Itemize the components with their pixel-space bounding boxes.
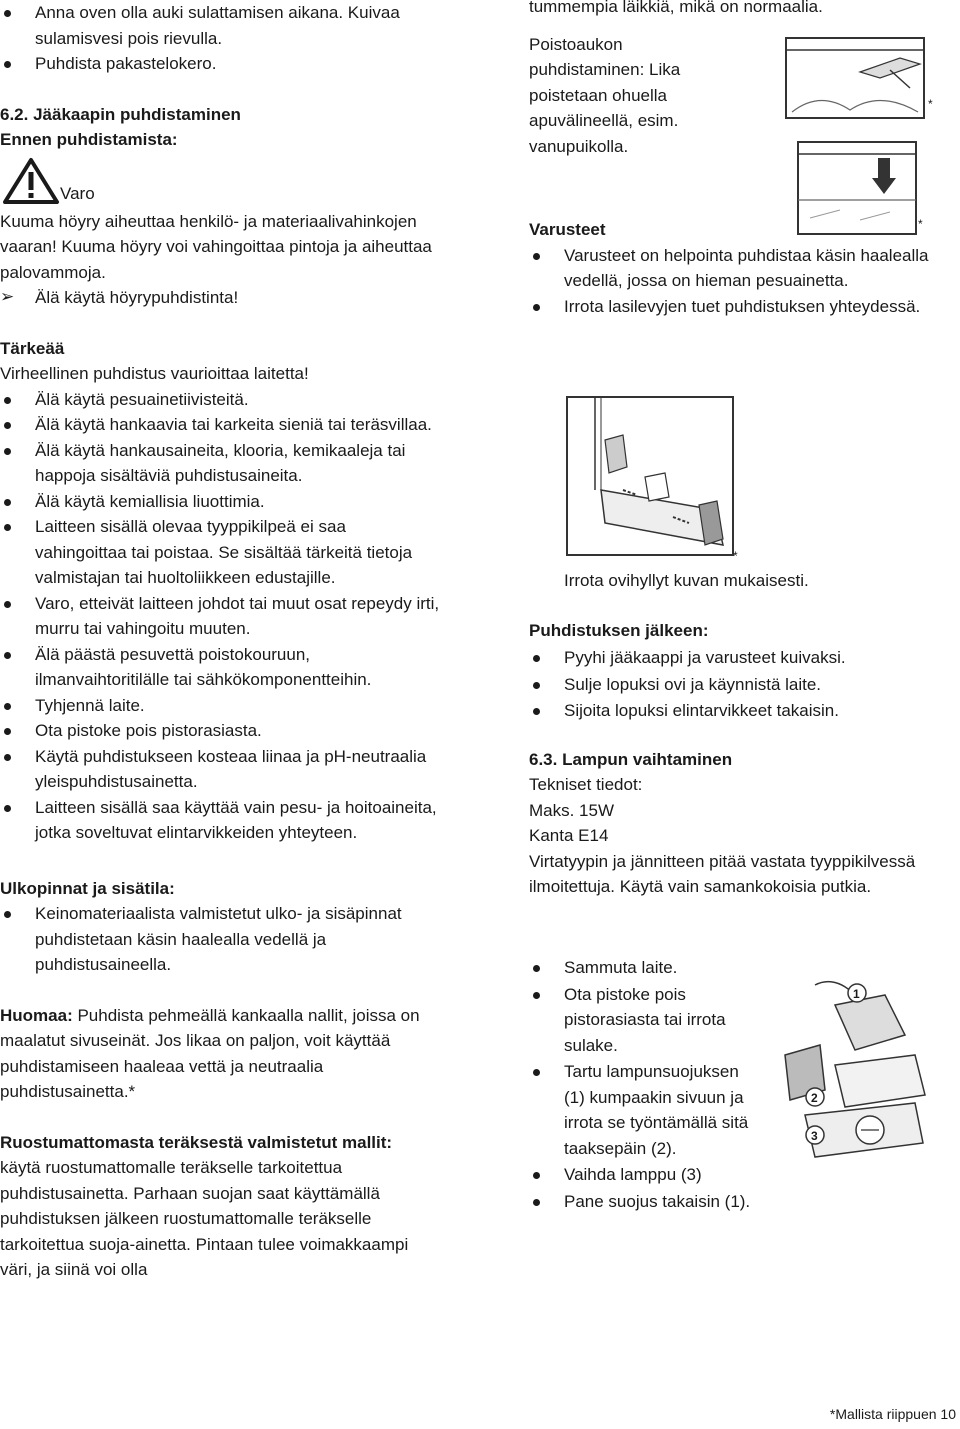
note-label: Huomaa: bbox=[0, 1005, 73, 1025]
list-item: Älä päästä pesuvettä poistokouruun, ilmanvaihtoritilälle tai sähkökomponentteihin. bbox=[0, 642, 440, 693]
important-bullets bbox=[0, 387, 440, 846]
after-cleaning-section bbox=[529, 568, 949, 900]
tech-line: Tekniset tiedot: bbox=[529, 775, 643, 794]
list-item: Varo, etteivät laitteen johdot tai muut osat repeydy irti, murru tai vahingoitu muuten. bbox=[0, 591, 440, 642]
asterisk-mark: * bbox=[733, 549, 738, 563]
asterisk-mark: * bbox=[928, 97, 933, 111]
tech-line: Kanta E14 bbox=[529, 826, 609, 845]
list-item: Käytä puhdistukseen kosteaa liinaa ja pH-neutraalia yleispuhdistusainetta. bbox=[0, 744, 440, 795]
drain-text: Poistoaukon puhdistaminen: Lika poistetaan ohuella apuvälineellä, esim. vanupuikolla. bbox=[529, 34, 681, 156]
list-item: Sulje lopuksi ovi ja käynnistä laite. bbox=[529, 672, 949, 698]
warning-list bbox=[0, 285, 440, 311]
list-item: Pane suojus takaisin (1). bbox=[529, 1189, 759, 1215]
list-item: Älä käytä pesuainetiivisteitä. bbox=[0, 387, 440, 413]
section-heading: 6.2. Jääkaapin puhdistaminen bbox=[0, 104, 241, 124]
lamp-steps bbox=[529, 955, 759, 1214]
warning-header bbox=[0, 157, 440, 209]
list-item: Tartu lampunsuojuksen (1) kumpaakin sivuun ja irrota se työntämällä sitä taaksepäin (2). bbox=[529, 1059, 759, 1161]
list-item: Sammuta laite. bbox=[529, 955, 759, 981]
callout-label: 2 bbox=[811, 1091, 818, 1105]
callout-label: 1 bbox=[853, 987, 860, 1001]
list-item: Älä käytä kemiallisia liuottimia. bbox=[0, 489, 440, 515]
asterisk-mark: * bbox=[918, 217, 923, 231]
note-text: Puhdistа pehmeällä kankaalla nallit, joissa on maalatut sivuseinät. Jos likaa on paljon, voit käyttää puhdistamiseen haaleaa vettä ja neutraalia puhdistusainetta.* bbox=[0, 1005, 420, 1101]
stainless-text: käytä ruostumattomalle teräkselle tarkoitettua puhdistusainetta. Parhaan suojan saat käyttämällä puhdistuksen jälkeen ruostumattomalle teräkselle tarkoitettua suoja-ainetta. Pintaan tulee voimakkaampi väri, ja siinä voi olla bbox=[0, 1158, 409, 1279]
list-item: Irrota lasilevyjen tuet puhdistuksen yhteydessä. bbox=[529, 294, 949, 320]
list-item: Pyyhi jääkaappi ja varusteet kuivaksi. bbox=[529, 645, 949, 671]
list-item: Tyhjennä laite. bbox=[0, 693, 440, 719]
top-bullets bbox=[0, 0, 440, 77]
tech-line: Maks. 15W bbox=[529, 800, 615, 820]
warning-title: Varo bbox=[60, 183, 95, 203]
list-item: Ota pistoke pois pistorasiasta tai irrota sulake. bbox=[529, 982, 759, 1059]
stainless-title: Ruostumattomasta teräksestä valmistetut mallit: bbox=[0, 1132, 393, 1152]
note-paragraph bbox=[0, 1003, 440, 1105]
lamp-bullets bbox=[529, 955, 759, 1214]
after-bullets bbox=[529, 645, 949, 724]
list-item: Keinomateriaalista valmistetut ulko- ja sisäpinnat puhdistetaan käsin haalealla vedellä ja puhdistusaineella. bbox=[0, 901, 440, 978]
important-text: Virheellinen puhdistus vaurioittaa laitetta! bbox=[0, 364, 309, 383]
accessories-title: Varusteet bbox=[529, 220, 606, 239]
accessories-bullets bbox=[529, 243, 949, 320]
warning-text: Kuuma höyry aiheuttaa henkilö- ja materiaalivahinkojen vaaran! Kuuma höyry voi vahingoittaa pintoja ja aiheuttaa palovammoja. bbox=[0, 211, 432, 282]
lamp-heading: 6.3. Lampun vaihtaminen bbox=[529, 749, 733, 769]
list-item: Ota pistoke pois pistorasiasta. bbox=[0, 718, 440, 744]
list-item: Anna oven olla auki sulattamisen aikana. Kuivaa sulamisvesi pois rievulla. bbox=[0, 0, 440, 51]
before-cleaning-label: Ennen puhdistamista: bbox=[0, 130, 178, 149]
list-item: Vaihda lamppu (3) bbox=[529, 1162, 759, 1188]
list-item: Laitteen sisällä olevaa tyyppikilpeä ei saa vahingoittaa tai poistaa. Se sisältää tärkeitä tietoja valmistajan tai huoltoliikkeen edustajille. bbox=[0, 514, 440, 591]
warning-triangle-icon bbox=[2, 157, 60, 205]
arrow-item: ➢ Älä käytä höyrypuhdistinta! bbox=[0, 285, 440, 311]
callout-label: 3 bbox=[811, 1129, 818, 1143]
door-shelf-illustration bbox=[565, 395, 745, 565]
list-item: Älä käytä hankaavia tai karkeita sieniä tai teräsvillaa. bbox=[0, 412, 440, 438]
drain-illustration bbox=[780, 30, 942, 240]
list-item: Älä käytä hankausaineita, klooria, kemikaaleja tai happoja sisältäviä puhdistusaineita. bbox=[0, 438, 440, 489]
tech-note: Virtatyypin ja jännitteen pitää vastata tyyppikilvessä ilmoitettuja. Käytä vain samankokoisia putkia. bbox=[529, 851, 916, 896]
accessories-section bbox=[529, 217, 949, 319]
list-item: Puhdista pakastelokero. bbox=[0, 51, 440, 77]
after-title: Puhdistuksen jälkeen: bbox=[529, 620, 709, 640]
left-column bbox=[0, 0, 440, 1283]
page-footer: *Mallista riippuen 10 bbox=[829, 1405, 956, 1422]
list-item: Sijoita lopuksi elintarvikkeet takaisin. bbox=[529, 698, 949, 724]
lamp-illustration bbox=[775, 975, 955, 1165]
continuation-text: tummempia läikkiä, mikä on normaalia. bbox=[529, 0, 823, 16]
list-item: Laitteen sisällä saa käyttää vain pesu- ja hoitoaineita, jotka soveltuvat elintarvikkeiden yhteyteen. bbox=[0, 795, 440, 846]
exterior-bullets bbox=[0, 901, 440, 978]
door-shelf-caption: Irrota ovihyllyt kuvan mukaisesti. bbox=[564, 571, 809, 590]
list-item: Varusteet on helpointa puhdistaa käsin haalealla vedellä, jossa on hieman pesuainetta. bbox=[529, 243, 949, 294]
important-title: Tärkeää bbox=[0, 338, 65, 358]
exterior-title: Ulkopinnat ja sisätila: bbox=[0, 878, 175, 898]
